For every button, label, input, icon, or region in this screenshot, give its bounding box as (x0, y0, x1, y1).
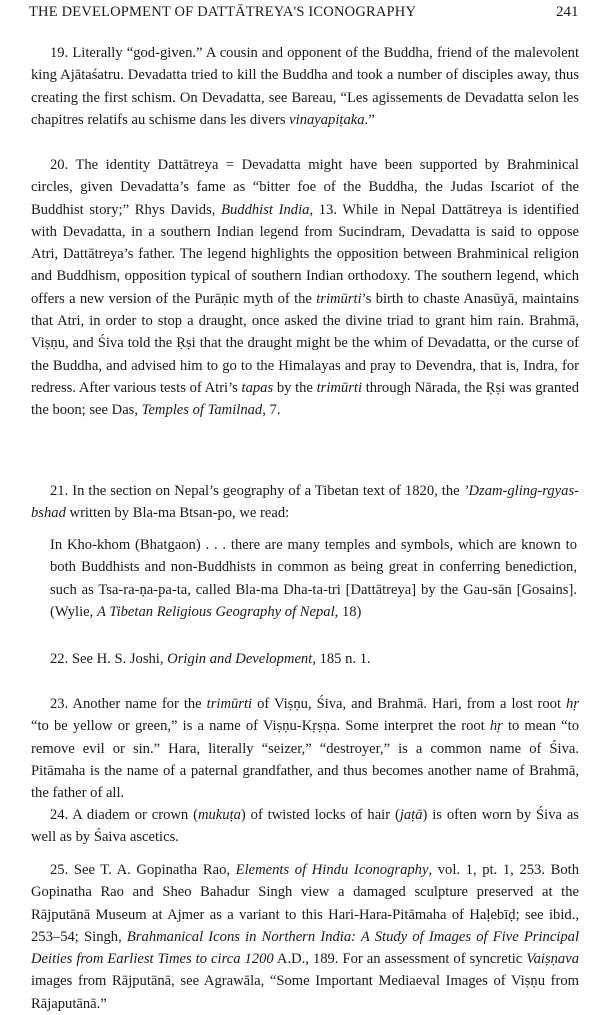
quote-italic: A Tibetan Religious Geography of Nepal (96, 603, 335, 620)
note-italic: Elements of Hindu Iconography (235, 862, 429, 878)
note-text: 22. See H. S. Joshi, (50, 651, 168, 667)
note-text: 21. In the section on Nepal’s geography of a Tibetan text of 1820, the (50, 483, 464, 499)
note-italic: ’Dzam-gling-rgyas-bshad (31, 483, 579, 522)
note-text: , 185 n. 1. (312, 651, 371, 667)
note-italic: trimūrti (316, 290, 362, 307)
note-text: of Viṣṇu, Śiva, and Brahmā. Hari, from a lost root (252, 696, 567, 712)
note-text: written by Bla-ma Btsan-po, we read: (65, 505, 290, 522)
block-quote (50, 534, 577, 623)
quote-text: In Kho-khom (Bhatgaon) . . . there are many temples and symbols, which are known to both Buddhists and non-Buddhists in common as being great in conferring benediction, such as Tsa-ra-ṇa-pa-ta, called Bla-ma Dha-ta-tri [Dattātreya] by the Gau-sān [Gosains]. (Wylie, (50, 537, 577, 620)
note-text: by the (273, 379, 317, 396)
note-italic: Vaiṣṇava (526, 951, 579, 968)
note-italic: trimūrti (316, 379, 363, 396)
page-header (0, 4, 600, 26)
note-text: 25. See T. A. Gopinatha Rao, (50, 862, 236, 878)
note-text: .” (364, 111, 375, 128)
note-text: ’s birth to chaste Anasūyā, maintains that Atri, in order to stop a draught, once asked the divine triad to grant him rain. Brahmā, Viṣṇu, and Śiva told the Ṛṣi that the draught might be the whim of Devadatta, or the curse of the Buddha, and advised him to go to the Himalayas and pray to Devendra, that is, Indra, for redress. After various tests of Atri’s (31, 290, 579, 396)
note-21 (31, 480, 579, 525)
quote-text: , 18) (334, 603, 362, 620)
note-text: , 7. (262, 402, 281, 419)
note-text: through Nārada, the Ṛṣi was granted the boon; see Das, (31, 379, 579, 419)
note-text: , 13. While in Nepal Dattātreya is identified with Devadatta, in a southern Indian legend from Sucindram, Devadatta is said to oppose Atri, Dattātreya’s father. The legend highlights the opposition between Brahminical religion and Buddhism, opposition typical of southern Indian orthodoxy. The southern legend, which offers a new version of the Purāṇic myth of the (31, 201, 579, 307)
page-number: 241 (556, 4, 579, 20)
note-italic: Origin and Development (167, 651, 313, 667)
note-23 (31, 693, 579, 804)
note-text: A.D., 189. For an assessment of syncretic (273, 951, 527, 968)
note-text: to mean “to remove evil or sin.” Hara, literally “seizer,” “destroyer,” is a common name of Śiva. Pitāmaha is the name of a paternal grandfather, and thus becomes another name of Brahmā, the father of all. (31, 718, 579, 802)
note-italic: Temples of Tamilnad (141, 402, 263, 419)
note-24 (31, 804, 579, 849)
note-text: 19. Literally “god-given.” A cousin and opponent of the Buddha, friend of the malevolent king Ajātaśatru. Devadatta tried to kill the Buddha and took a number of disciples away, thus creating the first schism. On Devadatta, see Bareau, “Les agissements de Devadatta selon les chapitres relatifs au schisme dans les divers (31, 45, 579, 128)
note-italic: jaṭā (399, 807, 423, 823)
note-italic: mukuṭa (197, 807, 241, 823)
note-italic: tapas (241, 379, 274, 396)
note-19 (31, 42, 579, 131)
note-text: ) is often worn by Śiva as well as by Śaiva ascetics. (31, 807, 579, 846)
note-italic: trimūrti (206, 696, 253, 712)
note-22 (31, 648, 579, 670)
note-text: “to be yellow or green,” is a name of Viṣṇu-Kṛṣṇa. Some interpret the root (31, 718, 490, 735)
note-italic: Brahmanical Icons in Northern India: A Study of Images of Five Principal Deities from Earliest Times to circa 1200 (31, 928, 579, 968)
note-text: 23. Another name for the (50, 696, 207, 712)
note-italic: Buddhist India (221, 201, 310, 218)
note-text: ) of twisted locks of hair ( (240, 807, 400, 823)
note-25 (31, 859, 579, 1015)
note-italic: vinayapiṭaka (289, 111, 365, 128)
note-text: , vol. 1, pt. 1, 253. Both Gopinatha Rao and Sheo Bahadur Singh view a damaged sculpture preserved at the Rājputānā Museum at Ajmer as a variant to this Hari-Hara-Pitāmaha of Haḷebīḍ; see ibid., 253–54; Singh, (31, 862, 579, 945)
note-italic: hṛ (489, 718, 503, 735)
note-italic: hṛ (566, 696, 579, 712)
note-text: 24. A diadem or crown ( (50, 807, 198, 823)
running-head: THE DEVELOPMENT OF DATTĀTREYA'S ICONOGRAPHY (29, 4, 417, 20)
note-text: images from Rājputānā, see Agrawāla, “Some Important Mediaeval Images of Viṣṇu from Rājaputānā.” (31, 973, 579, 1012)
note-text: 20. The identity Dattātreya = Devadatta might have been supported by Brahminical circles, given Devadatta’s fame as “bitter foe of the Buddha, the Judas Iscariot of the Buddhist story;” Rhys Davids, (31, 157, 579, 218)
note-20 (31, 154, 579, 422)
